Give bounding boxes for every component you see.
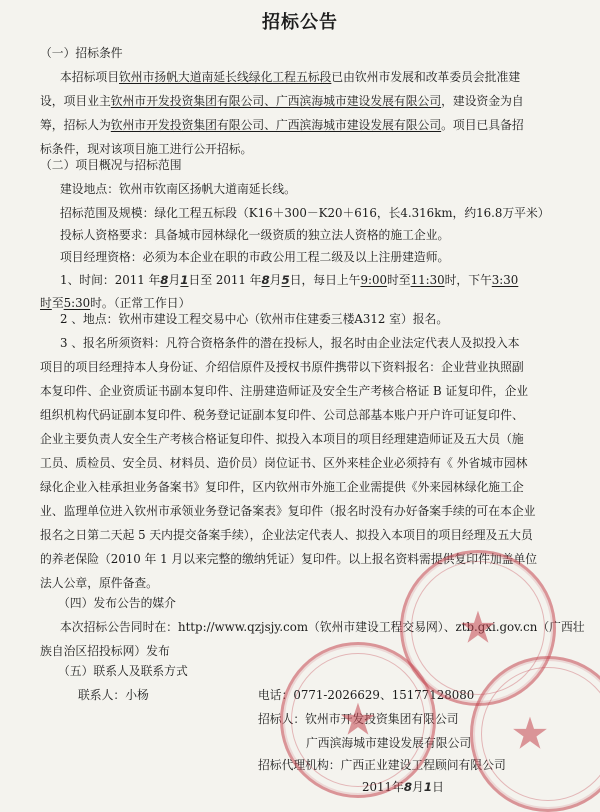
- text: 日至 2011 年: [188, 273, 262, 287]
- text: 招标人：: [258, 712, 306, 726]
- section-1-line-1: [60, 70, 520, 84]
- handwritten-month: 8: [403, 780, 413, 794]
- text: 日，每日上午: [289, 273, 361, 287]
- tenderer-name: 钦州市开发投资集团有限公司、广西滨海城市建设发展有限公司: [110, 118, 442, 132]
- star-icon: ★: [458, 602, 498, 654]
- registration-time-cont: [40, 296, 190, 310]
- media-line-1: 本次招标公告同时在：http://www.qzjsjy.com（钦州市建设工程交易网）、ztb.gxi.gov.cn（广西壮: [60, 620, 585, 634]
- materials-line: 组织机构代码证副本复印件、税务登记证副本复印件、公司总部基本账户开户许可证复印件、: [40, 408, 524, 422]
- tender-agent: 招标代理机构：广西正业建设工程顾问有限公司: [258, 758, 506, 772]
- tenderer-1: 钦州市开发投资集团有限公司: [305, 712, 459, 726]
- section-1-heading: （一）招标条件: [40, 46, 123, 60]
- text: 时至: [386, 273, 411, 287]
- am-start: 9:00: [360, 273, 387, 287]
- text: 时。（正常工作日）: [90, 296, 191, 310]
- project-name: 钦州市扬帆大道南延长线绿化工程五标段: [119, 70, 332, 84]
- registration-time: [60, 273, 518, 287]
- text: 1、时间：2011 年: [60, 273, 161, 287]
- section-1-line-3: [40, 118, 524, 132]
- text: 日: [432, 780, 444, 794]
- text: 筹，招标人为: [40, 118, 111, 132]
- section-1-line-4: 标条件，现对该项目施工进行公开招标。: [40, 142, 253, 156]
- text: 至: [51, 296, 64, 310]
- materials-line: 报名之日第二天起 5 天内提交备案手续），企业法定代表人、拟投入本项目的项目经理及五大员: [40, 528, 533, 542]
- bidder-qualification: 投标人资格要求：具备城市园林绿化一级资质的独立法人资格的施工企业。: [60, 228, 450, 242]
- materials-line: 工员、质检员、安全员、材料员、造价员）岗位证书、区外来桂企业必须持有《 外省城市园林: [40, 456, 528, 470]
- materials-line: 绿化企业入桂承担业务备案书》复印件，区内钦州市外施工企业需提供《外来园林绿化施工企: [40, 480, 524, 494]
- materials-line: 本复印件、企业资质证书副本复印件、注册建造师证及安全生产考核合格证 B 证复印件，企业: [40, 384, 529, 398]
- handwritten-month: 8: [160, 273, 169, 287]
- text: 已由钦州市发展和改革委员会批准建: [331, 70, 521, 84]
- registration-place: 2 、地点：钦州市建设工程交易中心（钦州市住建委三楼A312 室）报名。: [60, 312, 449, 326]
- contact-phone: 电话：0771-2026629、15177128080: [258, 688, 475, 702]
- handwritten-day: 1: [423, 780, 433, 794]
- handwritten-day: 1: [180, 273, 189, 287]
- star-icon: ★: [338, 694, 378, 746]
- text: 时，下午: [444, 273, 492, 287]
- section-1-line-2: [40, 94, 524, 108]
- tenderer-2: 广西滨海城市建设发展有限公司: [306, 736, 472, 750]
- materials-line: 3 、报名所须资料：凡符合资格条件的潜在投标人，报名时由企业法定代表人及拟投入本: [60, 336, 520, 350]
- materials-line: 项目的项目经理持本人身份证、介绍信原件及授权书原件携带以下资料报名：企业营业执照副: [40, 360, 524, 374]
- media-line-2: 族自治区招投标网）发布: [40, 644, 170, 658]
- section-5-heading: （五）联系人及联系方式: [58, 664, 188, 678]
- tender-scope: 招标范围及规模：绿化工程五标段（K16＋300－K20＋616，长4.316km，约16.8万平米）: [60, 206, 550, 220]
- pm-start: 3:30: [491, 273, 519, 287]
- text: 。项目已具备招: [441, 118, 524, 132]
- section-2-heading: （二）项目概况与招标范围: [40, 158, 182, 172]
- handwritten-month: 8: [261, 273, 270, 287]
- contact-person: 联系人：小杨: [78, 688, 149, 702]
- text: 设，项目业主: [40, 94, 111, 108]
- text: 2011年: [362, 780, 404, 794]
- text: 本招标项目: [60, 70, 119, 84]
- construction-location: 建设地点：钦州市钦南区扬帆大道南延长线。: [60, 182, 296, 196]
- handwritten-day: 5: [281, 273, 290, 287]
- materials-line: 企业主要负责人安全生产考核合格证复印件、拟投入本项目的项目经理建造师证及五大员（施: [40, 432, 524, 446]
- page-title: 招标公告: [262, 12, 338, 33]
- text: ，建设资金为自: [441, 94, 524, 108]
- text: 月: [412, 780, 424, 794]
- section-4-heading: （四）发布公告的媒介: [58, 596, 176, 610]
- text: 时: [40, 296, 52, 310]
- manager-qualification: 项目经理资格：必须为本企业在职的市政公用工程二级及以上注册建造师。: [60, 250, 450, 264]
- materials-line: 法人公章，原件备查。: [40, 576, 158, 590]
- pm-end: 5:30: [63, 296, 91, 310]
- project-owner: 钦州市开发投资集团有限公司、广西滨海城市建设发展有限公司: [110, 94, 442, 108]
- seal-stamp-icon: [280, 642, 436, 798]
- materials-line: 的养老保险（2010 年 1 月以来完整的缴纳凭证）复印件。以上报名资料需提供复印件加盖单位: [40, 552, 538, 566]
- text: 月: [269, 273, 282, 287]
- am-end: 11:30: [410, 273, 445, 287]
- materials-line: 业、监理单位进入钦州市承领业务登记备案表》复印件（报名时没有办好备案手续的可在本企业: [40, 504, 536, 518]
- star-icon: ★: [510, 708, 550, 760]
- text: 月: [168, 273, 181, 287]
